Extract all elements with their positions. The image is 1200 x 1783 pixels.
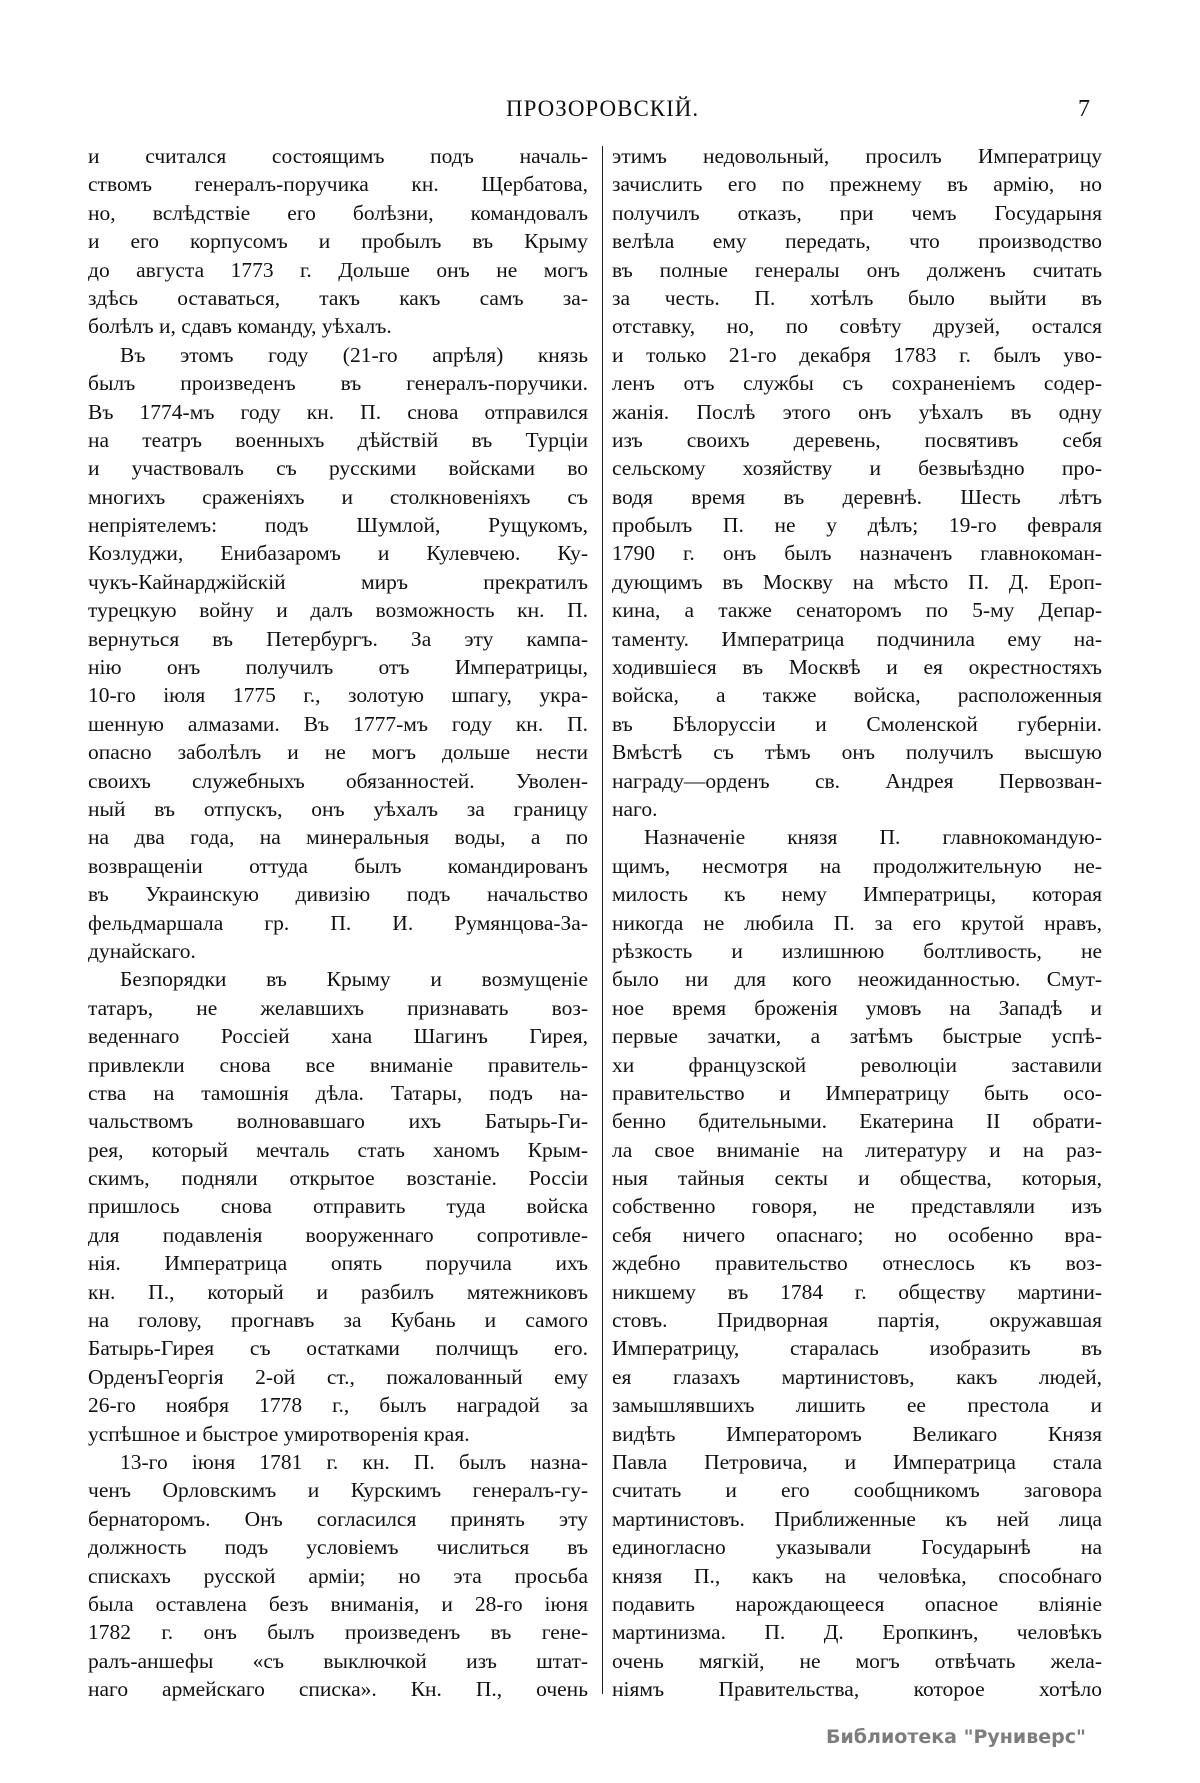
text-line: награду—орденъ св. Андрея Первозван- bbox=[612, 768, 1102, 793]
text-line: первые зачатки, а затѣмъ быстрые успѣ- bbox=[612, 1024, 1102, 1049]
text-line: отставку, но, по совѣту друзей, остался bbox=[612, 314, 1102, 339]
text-line: шенную алмазами. Въ 1777-мъ году кн. П. bbox=[88, 711, 588, 736]
text-line: пробылъ П. не у дѣлъ; 19-го февраля bbox=[612, 513, 1102, 538]
text-line: въ Бѣлоруссіи и Смоленской губерніи. bbox=[612, 711, 1102, 736]
text-line: получилъ отказъ, при чемъ Государыня bbox=[612, 200, 1102, 225]
text-line: Назначеніе князя П. главнокомандую- bbox=[644, 825, 1102, 850]
library-credit: Библиотека "Руниверс" bbox=[826, 1726, 1086, 1748]
text-line: бенно бдительными. Екатерина II обрати- bbox=[612, 1109, 1102, 1134]
text-line: Батырь-Гирея съ остатками полчищъ его. bbox=[88, 1336, 588, 1361]
text-line: на голову, прогнавъ за Кубань и самого bbox=[88, 1308, 588, 1333]
text-line: войска, а также войска, расположенныя bbox=[612, 683, 1102, 708]
text-line: жанія. Послѣ этого онъ уѣхалъ въ одну bbox=[612, 399, 1102, 424]
text-line: изъ своихъ деревень, посвятивъ себя bbox=[612, 427, 1102, 452]
text-line: татаръ, не желавшихъ признавать воз- bbox=[88, 995, 588, 1020]
text-line: Въ 1774-мъ году кн. П. снова отправился bbox=[88, 399, 588, 424]
text-line: Вмѣстѣ съ тѣмъ онъ получилъ высшую bbox=[612, 740, 1102, 765]
text-line: и участвовалъ съ русскими войсками во bbox=[88, 456, 588, 481]
text-line: веденнаго Россіей хана Шагинъ Гирея, bbox=[88, 1024, 588, 1049]
text-line: ный въ отпускъ, онъ уѣхалъ за границу bbox=[88, 796, 588, 821]
text-line: ства на тамошнія дѣла. Татары, подъ на- bbox=[88, 1080, 588, 1105]
text-line: князя П., какъ на человѣка, способнаго bbox=[612, 1563, 1102, 1588]
text-line: турецкую войну и далъ возможность кн. П. bbox=[88, 598, 588, 623]
text-line: ралъ-аншефы «съ выключкой изъ штат- bbox=[88, 1648, 588, 1673]
text-line: Въ этомъ году (21-го апрѣля) князь bbox=[120, 342, 588, 367]
text-line: былъ произведенъ въ генералъ-поручики. bbox=[88, 371, 588, 396]
text-line: на два года, на минеральныя воды, а по bbox=[88, 825, 588, 850]
text-line: скимъ, подняли открытое возстаніе. Россіи bbox=[88, 1166, 588, 1191]
text-line: за честь. П. хотѣлъ было выйти въ bbox=[612, 285, 1102, 310]
text-line: должность подъ условіемъ числиться въ bbox=[88, 1535, 588, 1560]
text-line: чальствомъ волновавшаго ихъ Батырь-Ги- bbox=[88, 1109, 588, 1134]
text-line: никогда не любила П. за его крутой нравъ, bbox=[612, 910, 1102, 935]
text-line: спискахъ русской арміи; но эта просьба bbox=[88, 1563, 588, 1588]
text-line: но, вслѣдствіе его болѣзни, командовалъ bbox=[88, 200, 588, 225]
text-line: никшему въ 1784 г. обществу мартини- bbox=[612, 1279, 1102, 1304]
text-line: сельскому хозяйству и безвыѣздно про- bbox=[612, 456, 1102, 481]
text-line: чукъ-Кайнарджійскій миръ прекратилъ bbox=[88, 569, 588, 594]
running-head: ПРОЗОРОВСКІЙ. bbox=[506, 96, 700, 121]
text-line: наго. bbox=[612, 796, 658, 821]
text-line: здѣсь оставаться, такъ какъ самъ за- bbox=[88, 285, 588, 310]
text-line: и считался состоящимъ подъ началь- bbox=[88, 144, 588, 168]
text-line: 1782 г. онъ былъ произведенъ въ гене- bbox=[88, 1620, 588, 1645]
text-line: рѣзкость и излишнюю болтливость, не bbox=[612, 938, 1102, 963]
text-line: ленъ отъ службы съ сохраненіемъ содер- bbox=[612, 371, 1102, 396]
text-line: Козлуджи, Енибазаромъ и Кулевчею. Ку- bbox=[88, 541, 588, 566]
text-line: этимъ недовольный, просилъ Императрицу bbox=[612, 144, 1102, 168]
text-line: было ни для кого неожиданностью. Смут- bbox=[612, 967, 1102, 992]
text-line: видѣть Императоромъ Великаго Князя bbox=[612, 1421, 1102, 1446]
text-line: щимъ, несмотря на продолжительную не- bbox=[612, 853, 1102, 878]
text-line: нію онъ получилъ отъ Императрицы, bbox=[88, 655, 588, 680]
text-line: 1790 г. онъ былъ назначенъ главнокоман- bbox=[612, 541, 1102, 566]
text-line: ствомъ генералъ-поручика кн. Щербатова, bbox=[88, 172, 588, 197]
text-line: ждебно правительство отнеслось къ воз- bbox=[612, 1251, 1102, 1276]
text-line: въ Украинскую дивизію подъ начальство bbox=[88, 882, 588, 907]
text-line: мартинизма. П. Д. Еропкинъ, человѣкъ bbox=[612, 1620, 1102, 1645]
text-line: ное время броженія умовъ на Западѣ и bbox=[612, 995, 1102, 1020]
text-line: ныя тайныя секты и общества, которыя, bbox=[612, 1166, 1102, 1191]
text-line: велѣла ему передать, что производство bbox=[612, 229, 1102, 254]
text-line: и только 21-го декабря 1783 г. былъ уво- bbox=[612, 342, 1102, 367]
text-line: для подавленія вооруженнаго сопротивле- bbox=[88, 1222, 588, 1247]
text-line: считать и его сообщникомъ заговора bbox=[612, 1478, 1102, 1503]
text-line: успѣшное и быстрое умиротворенія края. bbox=[88, 1421, 470, 1446]
text-line: 26-го ноября 1778 г., былъ наградой за bbox=[88, 1393, 588, 1418]
text-line: наго армейскаго списка». Кн. П., очень bbox=[88, 1677, 588, 1702]
right-column bbox=[612, 142, 1102, 1703]
text-line: до августа 1773 г. Дольше онъ не могъ bbox=[88, 257, 588, 282]
text-line: ніямъ Правительства, которое хотѣло bbox=[612, 1677, 1102, 1702]
text-line: Императрицу, старалась изобразить въ bbox=[612, 1336, 1102, 1361]
text-line: и его корпусомъ и пробылъ въ Крыму bbox=[88, 229, 588, 254]
text-line: фельдмаршала гр. П. И. Румянцова-За- bbox=[88, 910, 588, 935]
text-line: стовъ. Придворная партія, окружавшая bbox=[612, 1308, 1102, 1333]
text-line: правительство и Императрицу быть осо- bbox=[612, 1080, 1102, 1105]
text-line: единогласно указывали Государынѣ на bbox=[612, 1535, 1102, 1560]
text-line: нія. Императрица опять поручила ихъ bbox=[88, 1251, 588, 1276]
text-line: опасно заболѣлъ и не могъ дольше нести bbox=[88, 740, 588, 765]
text-line: своихъ служебныхъ обязанностей. Уволен- bbox=[88, 768, 588, 793]
page-number: 7 bbox=[1078, 96, 1090, 122]
text-line: хи французской революціи заставили bbox=[612, 1052, 1102, 1077]
text-line: 10-го іюля 1775 г., золотую шпагу, укра- bbox=[88, 683, 588, 708]
text-line: мартинистовъ. Приближенные къ ней лица bbox=[612, 1506, 1102, 1531]
text-line: 13-го іюня 1781 г. кн. П. былъ назна- bbox=[120, 1449, 588, 1474]
text-line: Безпорядки въ Крыму и возмущеніе bbox=[120, 967, 588, 992]
text-line: зачислить его по прежнему въ армію, но bbox=[612, 172, 1102, 197]
text-line: кина, а также сенаторомъ по 5-му Депар- bbox=[612, 598, 1102, 623]
text-line: бернаторомъ. Онъ согласился принять эту bbox=[88, 1506, 588, 1531]
text-line: очень мягкій, не могъ отвѣчать жела- bbox=[612, 1648, 1102, 1673]
text-line: ходившіеся въ Москвѣ и ея окрестностяхъ bbox=[612, 655, 1102, 680]
text-line: водя время въ деревнѣ. Шесть лѣтъ bbox=[612, 484, 1102, 509]
text-line: собственно говоря, не представляли изъ bbox=[612, 1194, 1102, 1219]
page-header bbox=[0, 96, 1200, 126]
text-line: ченъ Орловскимъ и Курскимъ генералъ-гу- bbox=[88, 1478, 588, 1503]
text-line: подавить нарождающееся опасное вліяніе bbox=[612, 1591, 1102, 1616]
text-line: дующимъ въ Москву на мѣсто П. Д. Ероп- bbox=[612, 569, 1102, 594]
text-line: милость къ нему Императрицы, которая bbox=[612, 882, 1102, 907]
text-line: кн. П., который и разбилъ мятежниковъ bbox=[88, 1279, 588, 1304]
text-line: возвращеніи оттуда былъ командированъ bbox=[88, 853, 588, 878]
left-column bbox=[88, 142, 588, 1703]
text-line: была оставлена безъ вниманія, и 28-го іюня bbox=[88, 1591, 588, 1616]
text-line: въ полные генералы онъ долженъ считать bbox=[612, 257, 1102, 282]
text-line: рея, который мечталь стать ханомъ Крым- bbox=[88, 1137, 588, 1162]
text-line: дунайскаго. bbox=[88, 938, 196, 963]
text-line: пришлось снова отправить туда войска bbox=[88, 1194, 588, 1219]
text-line: себя ничего опаснаго; но особенно вра- bbox=[612, 1222, 1102, 1247]
text-line: на театръ военныхъ дѣйствій въ Турціи bbox=[88, 427, 588, 452]
text-line: болѣлъ и, сдавъ команду, уѣхалъ. bbox=[88, 314, 392, 339]
column-divider bbox=[602, 146, 603, 1694]
text-line: таменту. Императрица подчинила ему на- bbox=[612, 626, 1102, 651]
text-line: ея глазахъ мартинистовъ, какъ людей, bbox=[612, 1364, 1102, 1389]
text-line: ла свое вниманіе на литературу и на раз- bbox=[612, 1137, 1102, 1162]
text-line: многихъ сраженіяхъ и столкновеніяхъ съ bbox=[88, 484, 588, 509]
text-line: вернуться въ Петербургъ. За эту кампа- bbox=[88, 626, 588, 651]
text-line: непріятелемъ: подъ Шумлой, Рущукомъ, bbox=[88, 513, 588, 538]
text-line: ОрденъГеоргія 2-ой ст., пожалованный ему bbox=[88, 1364, 588, 1389]
text-line: Павла Петровича, и Императрица стала bbox=[612, 1449, 1102, 1474]
text-line: замышлявшихъ лишить ее престола и bbox=[612, 1393, 1102, 1418]
text-line: привлекли снова все вниманіе правитель- bbox=[88, 1052, 588, 1077]
